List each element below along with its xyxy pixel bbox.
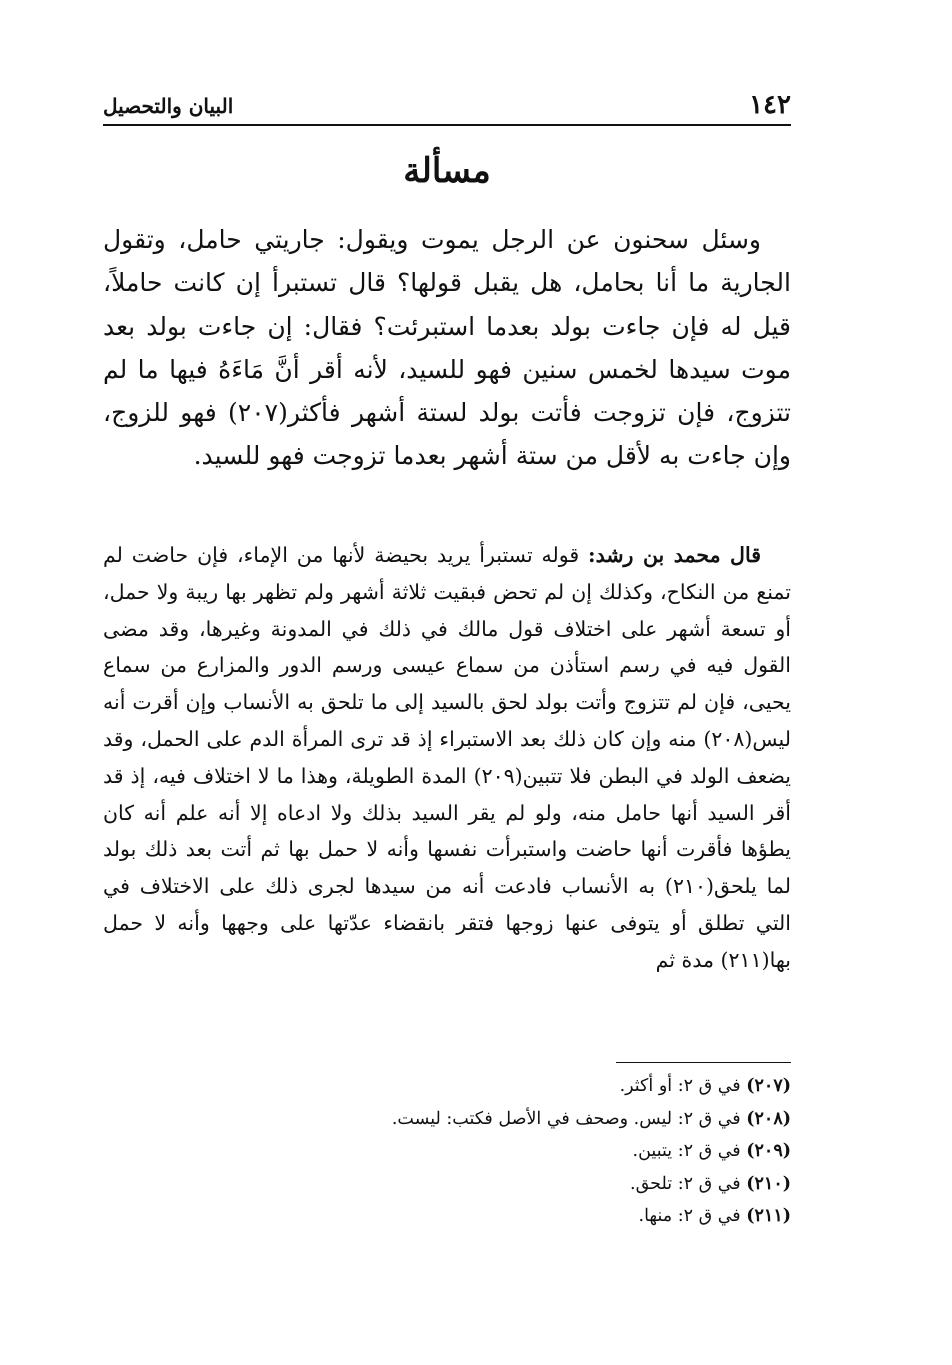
footnote-item <box>103 1135 791 1168</box>
footnote-number: (٢١٠) <box>746 1173 791 1194</box>
footnote-number: (٢١١) <box>746 1206 791 1227</box>
commentary-speaker: قال محمد بن رشد: <box>588 543 761 567</box>
running-header <box>103 90 791 126</box>
commentary-text: قوله تستبرأ يريد بحيضة لأنها من الإماء، فإن حاضت لم تمنع من النكاح، وكذلك إن لم تحض فبقيت ثلاثة أشهر ولم تظهر بها ريبة ولا حمل، أو تسعة أشهر على اختلاف قول مالك في ذلك في المدونة وغيرها، وقد مضى القول فيه في رسم استأذن من سماع عيسى ورسم الدور والمزارع من سماع يحيى، فإن لم تتزوج وأتت بولد لحق بالسيد إلى ما تلحق به الأنساب وإن أقرت أنه ليس(٢٠٨) منه وإن كان ذلك بعد الاستبراء إذ قد ترى المرأة الدم على الحمل، وقد يضعف الولد في البطن فلا تتبين(٢٠٩) المدة الطويلة، وهذا ما لا اختلاف فيه، إذ قد أقر السيد أنها حامل منه، ولو لم يقر السيد بذلك ولا ادعاه إلا أنه علم أنه كان يطؤها فأقرت أنها حاضت واستبرأت نفسها وأنه لا حمل بها ثم أتت بعد ذلك بولد لما يلحق(٢١٠) به الأنساب فادعت أنه من سيدها لجرى ذلك على الاختلاف في التي تطلق أو يتوفى عنها زوجها فتقر بانقضاء عدّتها على وجهها وأنه لا حمل بها(٢١١) مدة ثم <box>103 543 792 972</box>
footnote-item <box>103 1103 791 1136</box>
footnote-text: في ق ٢: أو أكثر. <box>619 1076 741 1096</box>
footnote-number: (٢٠٩) <box>746 1141 791 1162</box>
footnote-item <box>103 1168 791 1201</box>
question-paragraph: وسئل سحنون عن الرجل يموت ويقول: جاريتي حامل، وتقول الجارية ما أنا بحامل، هل يقبل قولها؟ قال تستبرأ إن كانت حاملاً، قيل له فإن جاءت بولد بعدما استبرئت؟ فقال: إن جاءت بولد بعد موت سيدها لخمس سنين فهو للسيد، لأنه أقر أنَّ مَاءَهُ فيها ما لم تتزوج، فإن تزوجت فأتت بولد لستة أشهر فأكثر(٢٠٧) فهو للزوج، وإن جاءت به لأقل من ستة أشهر بعدما تزوجت فهو للسيد. <box>103 225 791 471</box>
page-number: ١٤٢ <box>749 90 791 120</box>
footnote-text: في ق ٢: ليس. وصحف في الأصل فكتب: ليست. <box>391 1108 741 1129</box>
footnote-text: في ق ٢: منها. <box>638 1206 741 1227</box>
footnote-separator <box>616 1062 791 1063</box>
footnotes-list <box>103 1070 791 1233</box>
footnote-text: في ق ٢: تلحق. <box>630 1173 741 1194</box>
footnote-item <box>103 1070 791 1103</box>
footnote-number: (٢٠٧) <box>746 1076 791 1096</box>
footnote-text: في ق ٢: يتبين. <box>632 1141 741 1162</box>
footnote-item <box>103 1200 791 1233</box>
commentary-paragraph <box>103 537 791 979</box>
section-heading: مسألة <box>403 151 491 191</box>
footnote-number: (٢٠٨) <box>746 1108 791 1129</box>
book-title: البيان والتحصيل <box>103 94 234 118</box>
